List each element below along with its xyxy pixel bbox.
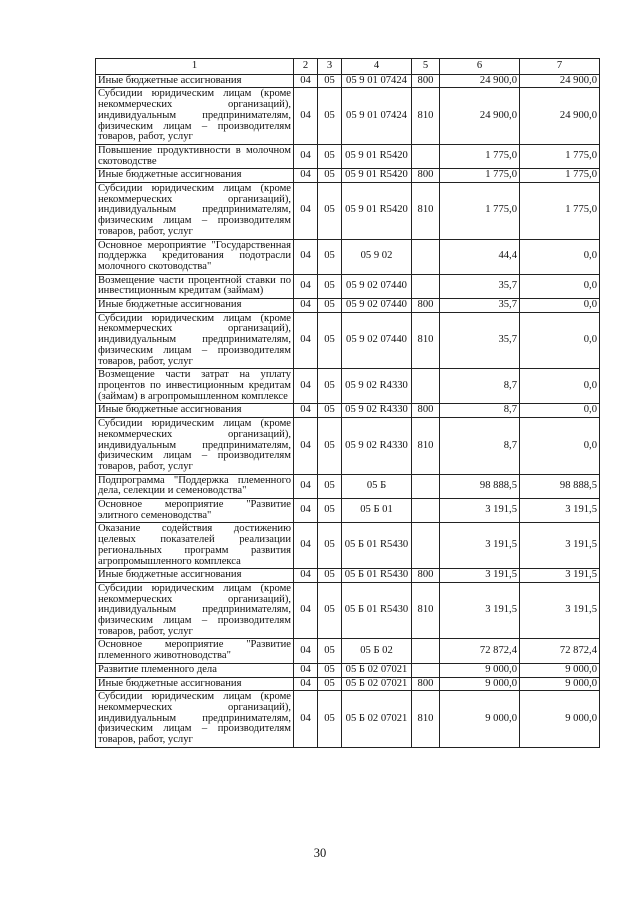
row-name-cell: Иные бюджетные ассигнования <box>96 569 294 583</box>
budget-table-page <box>95 58 599 748</box>
amount-year2-cell: 1 775,0 <box>520 183 600 240</box>
table-row <box>96 582 600 639</box>
amount-year2-cell: 9 000,0 <box>520 691 600 748</box>
amount-year1-cell: 72 872,4 <box>440 639 520 663</box>
table-row <box>96 299 600 313</box>
table-row <box>96 663 600 677</box>
subsection-cell: 05 <box>318 369 342 404</box>
subsection-cell: 05 <box>318 691 342 748</box>
subsection-cell: 05 <box>318 299 342 313</box>
target-article-cell: 05 Б 02 <box>342 639 412 663</box>
table-row <box>96 144 600 168</box>
amount-year1-cell: 35,7 <box>440 299 520 313</box>
column-header: 6 <box>440 59 520 75</box>
section-cell: 04 <box>294 74 318 88</box>
amount-year2-cell: 1 775,0 <box>520 169 600 183</box>
amount-year2-cell: 9 000,0 <box>520 663 600 677</box>
amount-year2-cell: 3 191,5 <box>520 499 600 523</box>
amount-year1-cell: 98 888,5 <box>440 474 520 498</box>
column-header: 5 <box>412 59 440 75</box>
expense-type-cell <box>412 523 440 569</box>
section-cell: 04 <box>294 499 318 523</box>
amount-year2-cell: 3 191,5 <box>520 523 600 569</box>
column-header: 7 <box>520 59 600 75</box>
subsection-cell: 05 <box>318 274 342 298</box>
table-row <box>96 274 600 298</box>
amount-year1-cell: 1 775,0 <box>440 144 520 168</box>
target-article-cell: 05 9 01 R5420 <box>342 183 412 240</box>
subsection-cell: 05 <box>318 74 342 88</box>
amount-year2-cell: 0,0 <box>520 239 600 274</box>
amount-year1-cell: 35,7 <box>440 312 520 369</box>
table-row <box>96 691 600 748</box>
amount-year1-cell: 8,7 <box>440 418 520 475</box>
amount-year1-cell: 3 191,5 <box>440 582 520 639</box>
target-article-cell: 05 9 01 07424 <box>342 88 412 145</box>
amount-year1-cell: 8,7 <box>440 404 520 418</box>
section-cell: 04 <box>294 274 318 298</box>
amount-year1-cell: 9 000,0 <box>440 677 520 691</box>
amount-year1-cell: 8,7 <box>440 369 520 404</box>
table-row <box>96 677 600 691</box>
section-cell: 04 <box>294 312 318 369</box>
row-name-cell: Развитие племенного дела <box>96 663 294 677</box>
target-article-cell: 05 9 02 07440 <box>342 312 412 369</box>
amount-year1-cell: 44,4 <box>440 239 520 274</box>
subsection-cell: 05 <box>318 239 342 274</box>
table-row <box>96 639 600 663</box>
expense-type-cell <box>412 239 440 274</box>
subsection-cell: 05 <box>318 88 342 145</box>
section-cell: 04 <box>294 144 318 168</box>
amount-year2-cell: 0,0 <box>520 299 600 313</box>
table-row <box>96 369 600 404</box>
subsection-cell: 05 <box>318 582 342 639</box>
row-name-cell: Субсидии юридическим лицам (кроме некоммерческих организаций), индивидуальным предпринимателям, физическим лицам – производителям товаров, работ, услуг <box>96 183 294 240</box>
table-row <box>96 169 600 183</box>
section-cell: 04 <box>294 569 318 583</box>
section-cell: 04 <box>294 404 318 418</box>
row-name-cell: Основное мероприятие "Развитие племенного животноводства" <box>96 639 294 663</box>
section-cell: 04 <box>294 639 318 663</box>
subsection-cell: 05 <box>318 677 342 691</box>
section-cell: 04 <box>294 369 318 404</box>
row-name-cell: Повышение продуктивности в молочном скотоводстве <box>96 144 294 168</box>
row-name-cell: Иные бюджетные ассигнования <box>96 74 294 88</box>
table-row <box>96 312 600 369</box>
row-name-cell: Иные бюджетные ассигнования <box>96 677 294 691</box>
subsection-cell: 05 <box>318 169 342 183</box>
target-article-cell: 05 9 01 R5420 <box>342 169 412 183</box>
expense-type-cell <box>412 144 440 168</box>
row-name-cell: Основное мероприятие "Развитие элитного семеноводства" <box>96 499 294 523</box>
expense-type-cell: 810 <box>412 88 440 145</box>
table-header-row <box>96 59 600 75</box>
expense-type-cell: 800 <box>412 569 440 583</box>
row-name-cell: Иные бюджетные ассигнования <box>96 169 294 183</box>
amount-year2-cell: 24 900,0 <box>520 88 600 145</box>
budget-table <box>95 58 600 748</box>
amount-year2-cell: 0,0 <box>520 369 600 404</box>
row-name-cell: Основное мероприятие "Государственная поддержка кредитования подотрасли молочного скотоводства" <box>96 239 294 274</box>
amount-year1-cell: 9 000,0 <box>440 663 520 677</box>
expense-type-cell <box>412 639 440 663</box>
section-cell: 04 <box>294 663 318 677</box>
expense-type-cell: 810 <box>412 183 440 240</box>
table-row <box>96 474 600 498</box>
subsection-cell: 05 <box>318 639 342 663</box>
amount-year1-cell: 35,7 <box>440 274 520 298</box>
row-name-cell: Возмещение части процентной ставки по инвестиционным кредитам (займам) <box>96 274 294 298</box>
amount-year1-cell: 3 191,5 <box>440 523 520 569</box>
amount-year2-cell: 72 872,4 <box>520 639 600 663</box>
amount-year1-cell: 3 191,5 <box>440 499 520 523</box>
row-name-cell: Возмещение части затрат на уплату процентов по инвестиционным кредитам (займам) в агропромышленном комплексе <box>96 369 294 404</box>
row-name-cell: Иные бюджетные ассигнования <box>96 404 294 418</box>
target-article-cell: 05 9 02 R4330 <box>342 404 412 418</box>
target-article-cell: 05 9 01 R5420 <box>342 144 412 168</box>
section-cell: 04 <box>294 677 318 691</box>
section-cell: 04 <box>294 418 318 475</box>
expense-type-cell <box>412 663 440 677</box>
row-name-cell: Субсидии юридическим лицам (кроме некоммерческих организаций), индивидуальным предпринимателям, физическим лицам – производителям товаров, работ, услуг <box>96 582 294 639</box>
subsection-cell: 05 <box>318 144 342 168</box>
amount-year2-cell: 98 888,5 <box>520 474 600 498</box>
table-row <box>96 499 600 523</box>
amount-year2-cell: 0,0 <box>520 274 600 298</box>
row-name-cell: Субсидии юридическим лицам (кроме некоммерческих организаций), индивидуальным предпринимателям, физическим лицам – производителям товаров, работ, услуг <box>96 312 294 369</box>
expense-type-cell <box>412 499 440 523</box>
target-article-cell: 05 Б <box>342 474 412 498</box>
target-article-cell: 05 9 02 07440 <box>342 274 412 298</box>
target-article-cell: 05 Б 01 <box>342 499 412 523</box>
subsection-cell: 05 <box>318 312 342 369</box>
target-article-cell: 05 9 01 07424 <box>342 74 412 88</box>
amount-year2-cell: 3 191,5 <box>520 582 600 639</box>
expense-type-cell: 810 <box>412 691 440 748</box>
subsection-cell: 05 <box>318 569 342 583</box>
amount-year1-cell: 24 900,0 <box>440 74 520 88</box>
expense-type-cell: 800 <box>412 677 440 691</box>
target-article-cell: 05 Б 02 07021 <box>342 677 412 691</box>
expense-type-cell <box>412 474 440 498</box>
amount-year2-cell: 1 775,0 <box>520 144 600 168</box>
page-number: 30 <box>313 846 327 860</box>
amount-year2-cell: 9 000,0 <box>520 677 600 691</box>
section-cell: 04 <box>294 523 318 569</box>
amount-year2-cell: 0,0 <box>520 404 600 418</box>
expense-type-cell: 800 <box>412 74 440 88</box>
target-article-cell: 05 9 02 <box>342 239 412 274</box>
table-row <box>96 74 600 88</box>
section-cell: 04 <box>294 582 318 639</box>
column-header: 2 <box>294 59 318 75</box>
table-row <box>96 88 600 145</box>
section-cell: 04 <box>294 88 318 145</box>
table-body <box>96 74 600 747</box>
section-cell: 04 <box>294 474 318 498</box>
amount-year2-cell: 3 191,5 <box>520 569 600 583</box>
subsection-cell: 05 <box>318 523 342 569</box>
expense-type-cell <box>412 369 440 404</box>
subsection-cell: 05 <box>318 418 342 475</box>
row-name-cell: Субсидии юридическим лицам (кроме некоммерческих организаций), индивидуальным предпринимателям, физическим лицам – производителям товаров, работ, услуг <box>96 418 294 475</box>
row-name-cell: Субсидии юридическим лицам (кроме некоммерческих организаций), индивидуальным предпринимателям, физическим лицам – производителям товаров, работ, услуг <box>96 691 294 748</box>
target-article-cell: 05 Б 01 R5430 <box>342 582 412 639</box>
amount-year1-cell: 24 900,0 <box>440 88 520 145</box>
amount-year1-cell: 1 775,0 <box>440 183 520 240</box>
expense-type-cell: 800 <box>412 404 440 418</box>
expense-type-cell: 810 <box>412 582 440 639</box>
row-name-cell: Оказание содействия достижению целевых показателей реализации региональных программ развития агропромышленного комплекса <box>96 523 294 569</box>
section-cell: 04 <box>294 239 318 274</box>
subsection-cell: 05 <box>318 499 342 523</box>
subsection-cell: 05 <box>318 663 342 677</box>
target-article-cell: 05 Б 02 07021 <box>342 691 412 748</box>
column-header: 1 <box>96 59 294 75</box>
row-name-cell: Субсидии юридическим лицам (кроме некоммерческих организаций), индивидуальным предпринимателям, физическим лицам – производителям товаров, работ, услуг <box>96 88 294 145</box>
table-row <box>96 569 600 583</box>
target-article-cell: 05 Б 01 R5430 <box>342 523 412 569</box>
amount-year2-cell: 24 900,0 <box>520 74 600 88</box>
section-cell: 04 <box>294 299 318 313</box>
expense-type-cell: 800 <box>412 169 440 183</box>
table-row <box>96 183 600 240</box>
amount-year1-cell: 3 191,5 <box>440 569 520 583</box>
target-article-cell: 05 9 02 R4330 <box>342 418 412 475</box>
table-row <box>96 523 600 569</box>
section-cell: 04 <box>294 691 318 748</box>
amount-year1-cell: 1 775,0 <box>440 169 520 183</box>
subsection-cell: 05 <box>318 183 342 240</box>
amount-year2-cell: 0,0 <box>520 312 600 369</box>
table-row <box>96 404 600 418</box>
column-header: 3 <box>318 59 342 75</box>
amount-year1-cell: 9 000,0 <box>440 691 520 748</box>
row-name-cell: Иные бюджетные ассигнования <box>96 299 294 313</box>
subsection-cell: 05 <box>318 404 342 418</box>
section-cell: 04 <box>294 169 318 183</box>
target-article-cell: 05 Б 01 R5430 <box>342 569 412 583</box>
column-header: 4 <box>342 59 412 75</box>
subsection-cell: 05 <box>318 474 342 498</box>
row-name-cell: Подпрограмма "Поддержка племенного дела, селекции и семеноводства" <box>96 474 294 498</box>
expense-type-cell: 800 <box>412 299 440 313</box>
section-cell: 04 <box>294 183 318 240</box>
amount-year2-cell: 0,0 <box>520 418 600 475</box>
expense-type-cell: 810 <box>412 312 440 369</box>
expense-type-cell <box>412 274 440 298</box>
target-article-cell: 05 9 02 R4330 <box>342 369 412 404</box>
table-row <box>96 418 600 475</box>
target-article-cell: 05 Б 02 07021 <box>342 663 412 677</box>
table-row <box>96 239 600 274</box>
target-article-cell: 05 9 02 07440 <box>342 299 412 313</box>
expense-type-cell: 810 <box>412 418 440 475</box>
